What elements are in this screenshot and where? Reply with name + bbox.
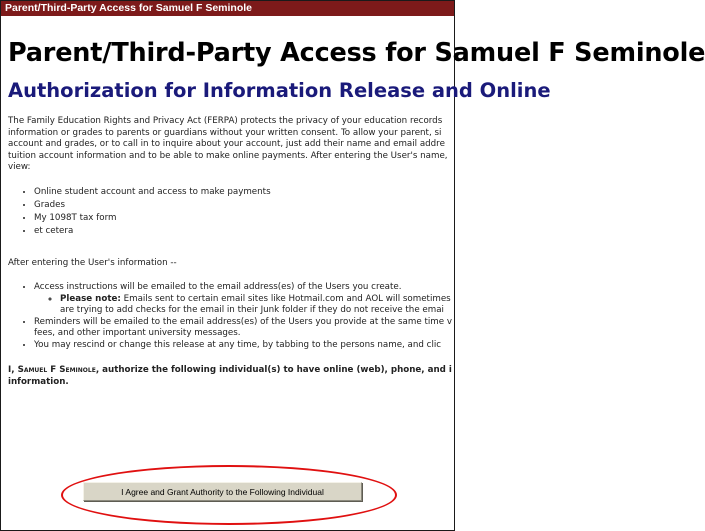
intro-line: information or grades to parents or guardians without your written consent. To allow your parent, si: [8, 127, 442, 138]
view-items-list: [8, 186, 454, 238]
list-item: [34, 317, 454, 340]
consent-text: , authorize the following individual(s) to have online (web), phone, and i: [95, 365, 452, 375]
page-title: Parent/Third-Party Access for Samuel F Seminole: [8, 38, 705, 68]
note-label: Please note:: [60, 293, 121, 304]
note-text: Emails sent to certain email sites like Hotmail.com and AOL will sometimes: [120, 293, 451, 304]
agree-grant-authority-button[interactable]: I Agree and Grant Authority to the Following Individual: [83, 482, 362, 501]
list-item: • Online student account and access to make payments: [34, 186, 454, 199]
access-instructions-text: Access instructions will be emailed to the email address(es) of the Users you create.: [34, 282, 402, 292]
note-sublist: [34, 294, 454, 317]
ferpa-intro: [8, 116, 454, 174]
note-text-continued: are trying to add checks for the email in their Junk folder if they do not receive the emai: [60, 305, 444, 315]
after-items-list: [8, 282, 454, 351]
intro-line: account and grades, or to call in to inquire about your account, just add their name and email addre: [8, 139, 445, 149]
intro-line: tuition account information and to be able to make online payments. After entering the User's name,: [8, 150, 448, 161]
page-subtitle: Authorization for Information Release and Online: [8, 79, 551, 102]
student-name: Samuel F Seminole: [17, 365, 96, 375]
after-entering-heading: After entering the User's information --: [8, 257, 177, 268]
list-item: [60, 294, 454, 317]
consent-prefix: I,: [8, 365, 18, 375]
intro-line: view:: [8, 162, 31, 172]
page-content: [1, 36, 705, 388]
window-title: Parent/Third-Party Access for Samuel F Seminole: [1, 1, 454, 16]
list-item: • Grades: [34, 199, 454, 212]
intro-line: The Family Education Rights and Privacy Act (FERPA) protects the privacy of your education records: [8, 116, 443, 126]
consent-statement: [8, 365, 454, 388]
reminders-text-continued: fees, and other important university messages.: [34, 328, 241, 338]
rescind-text: You may rescind or change this release at any time, by tabbing to the persons name, and clic: [34, 339, 442, 350]
list-item: • My 1098T tax form: [34, 212, 454, 225]
list-item: [34, 340, 454, 352]
list-item: • et cetera: [34, 225, 454, 238]
consent-text-continued: information.: [8, 376, 69, 387]
reminders-text: Reminders will be emailed to the email address(es) of the Users you provide at the same time v: [34, 316, 452, 327]
list-item: [34, 282, 454, 317]
